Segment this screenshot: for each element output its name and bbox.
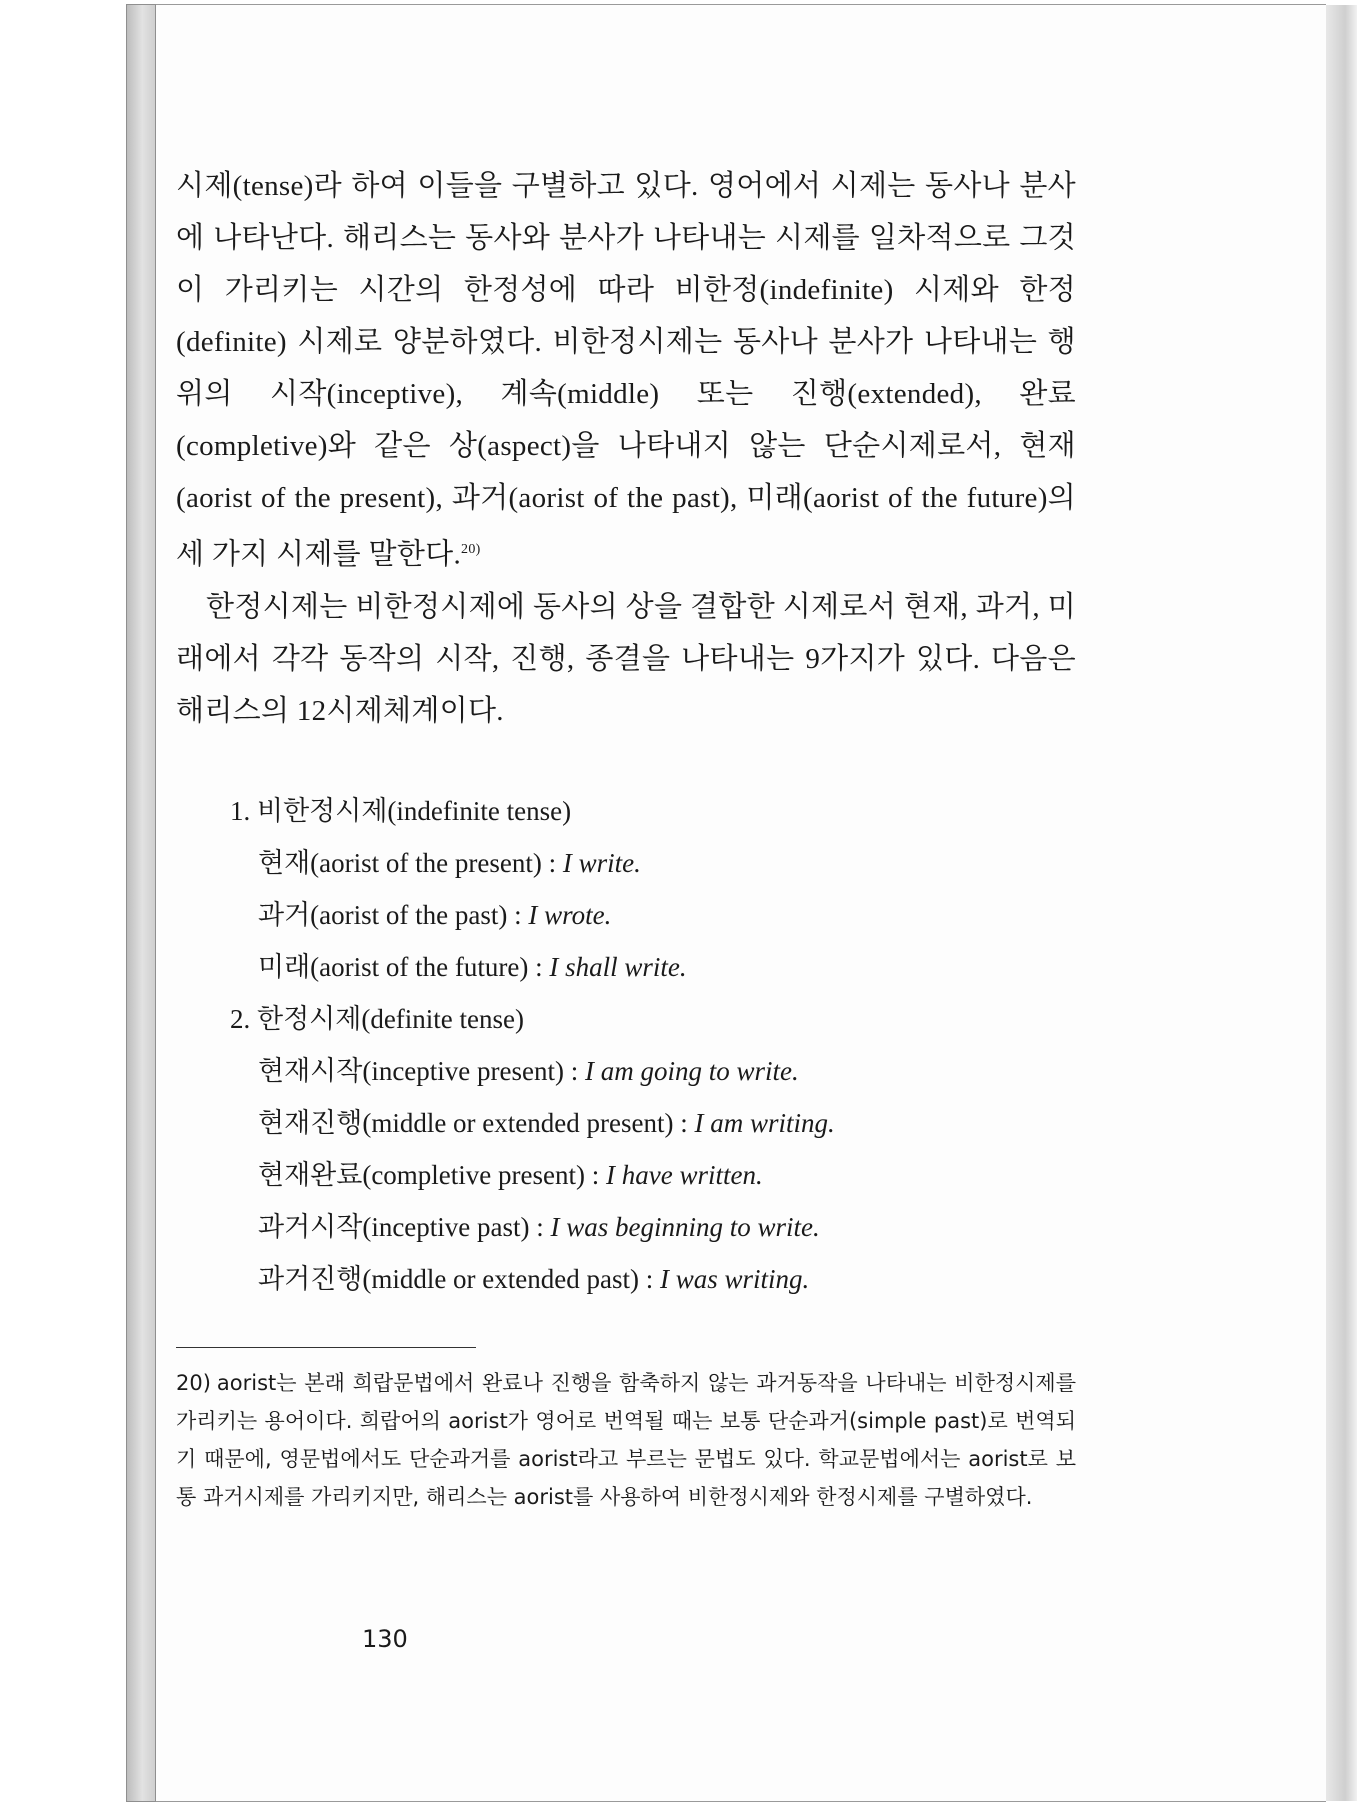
tense-item [230, 1201, 1076, 1253]
body-paragraph-1 [176, 160, 1076, 581]
tense-label: 과거시작(inceptive past) : [258, 1211, 551, 1242]
tense-example: I have written. [606, 1159, 763, 1190]
tense-example: I was writing. [660, 1263, 810, 1294]
page-edge-shadow [1326, 5, 1357, 1801]
tense-item [230, 1045, 1076, 1097]
footnote-text: aorist는 본래 희랍문법에서 완료나 진행을 함축하지 않는 과거동작을 나타내는 비한정시제를 가리키는 용어이다. 희랍어의 aorist가 영어로 번역될 때는 보통 단순과거(simple past)로 번역되기 때문에, 영문법에서도 단순과거를 aorist라고 부르는 문법도 있다. 학교문법에서는 aorist로 보통 과거시제를 가리키지만, 해리스는 aorist를 사용하여 비한정시제와 한정시제를 구별하였다. [176, 1370, 1076, 1509]
tense-example: I wrote. [528, 899, 612, 930]
tense-item [230, 889, 1076, 941]
tense-item [230, 1097, 1076, 1149]
tense-example: I am writing. [694, 1107, 835, 1138]
footnote-reference[interactable]: 20) [461, 542, 481, 557]
tense-item [230, 837, 1076, 889]
book-spine [126, 4, 156, 1802]
tense-label: 현재(aorist of the present) : [258, 847, 563, 878]
tense-label: 미래(aorist of the future) : [258, 951, 550, 982]
tense-item [230, 1149, 1076, 1201]
tense-item [230, 1253, 1076, 1305]
footnote-divider [176, 1347, 476, 1348]
page-number: 130 [362, 1625, 408, 1653]
tense-label: 현재완료(completive present) : [258, 1159, 606, 1190]
tense-group-heading-indefinite: 1. 비한정시제(indefinite tense) [230, 795, 572, 826]
tense-list [230, 785, 1076, 1305]
paragraph-1-text: 시제(tense)라 하여 이들을 구별하고 있다. 영어에서 시제는 동사나 분사에 나타난다. 해리스는 동사와 분사가 나타내는 시제를 일차적으로 그것이 가리키는 시간의 한정성에 따라 비한정(indefinite) 시제와 한정(definite) 시제로 양분하였다. 비한정시제는 동사나 분사가 나타내는 행위의 시작(inceptive), 계속(middle) 또는 진행(extended), 완료(completive)와 같은 상(aspect)을 나타내지 않는 단순시제로서, 현재(aorist of the present), 과거(aorist of the past), 미래(aorist of the future)의 세 가지 시제를 말한다. [176, 170, 1076, 571]
page-content [176, 160, 1076, 1516]
tense-example: I write. [562, 847, 641, 878]
tense-label: 현재시작(inceptive present) : [258, 1055, 585, 1086]
tense-label: 현재진행(middle or extended present) : [258, 1107, 695, 1138]
footnote [176, 1364, 1076, 1516]
tense-item [230, 941, 1076, 993]
body-paragraph-2: 한정시제는 비한정시제에 동사의 상을 결합한 시제로서 현재, 과거, 미래에서 각각 동작의 시작, 진행, 종결을 나타내는 9가지가 있다. 다음은 해리스의 12시제체계이다. [176, 590, 1076, 727]
tense-example: I was beginning to write. [550, 1211, 820, 1242]
tense-label: 과거진행(middle or extended past) : [258, 1263, 660, 1294]
tense-example: I shall write. [549, 951, 687, 982]
footnote-number: 20) [176, 1370, 211, 1395]
tense-example: I am going to write. [585, 1055, 799, 1086]
tense-group-heading-definite: 2. 한정시제(definite tense) [230, 1003, 525, 1034]
tense-label: 과거(aorist of the past) : [258, 899, 529, 930]
